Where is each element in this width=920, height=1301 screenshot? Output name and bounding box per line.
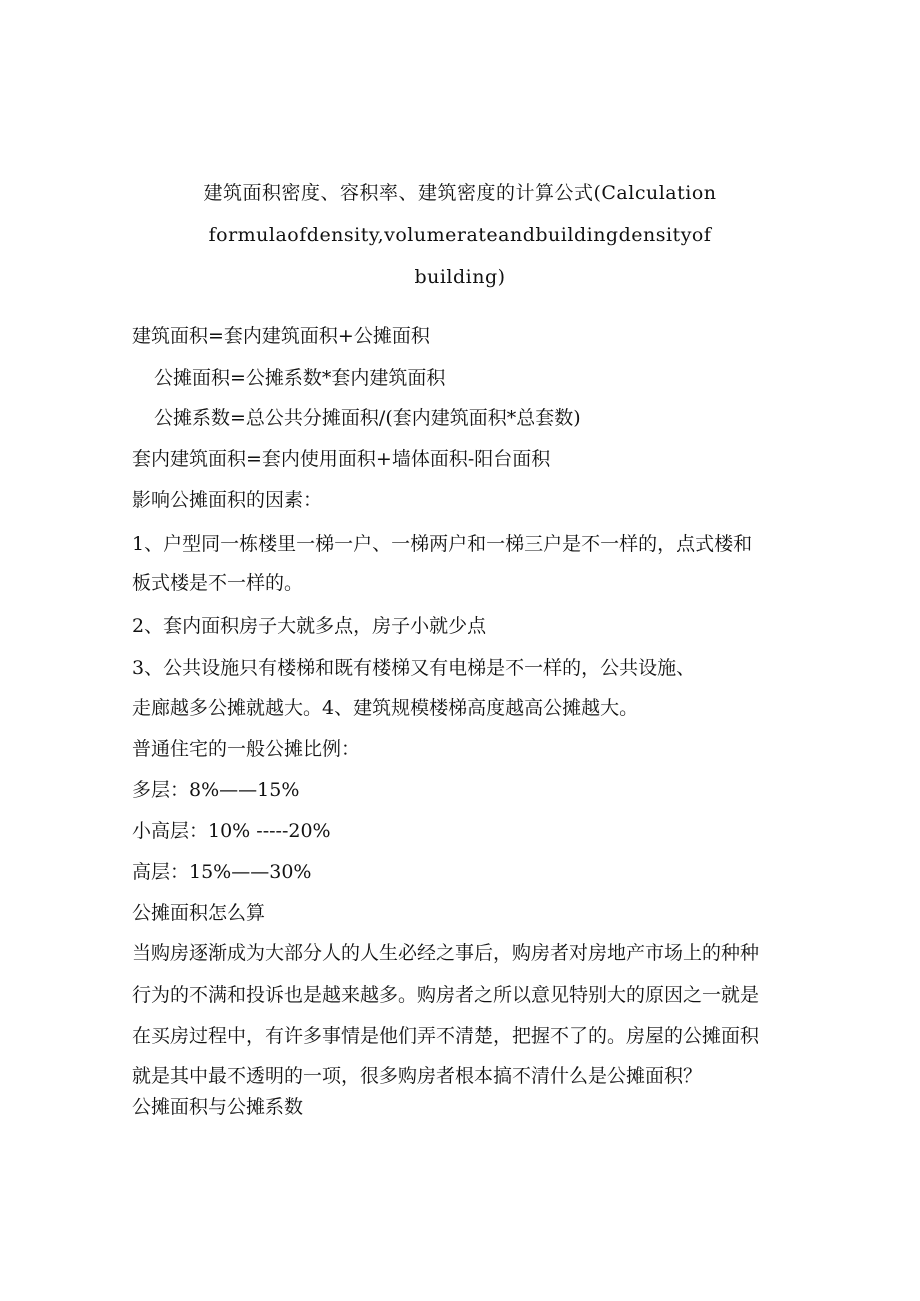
paragraph-line: 就是其中最不透明的一项，很多购房者根本搞不清什么是公摊面积？ <box>132 1065 703 1087</box>
paragraph-line: 高层：15%——30% <box>132 861 312 883</box>
paragraph-line: 公摊系数=总公共分摊面积/(套内建筑面积*总套数) <box>154 407 581 429</box>
document-title <box>130 172 790 298</box>
paragraph-line: 影响公摊面积的因素： <box>132 489 323 511</box>
paragraph-line: 当购房逐渐成为大部分人的人生必经之事后，购房者对房地产市场上的种种 <box>132 942 760 964</box>
title-line-3: building) <box>414 266 506 288</box>
paragraph-line: 小高层：10% -----20% <box>132 820 331 842</box>
title-line-2: formulaofdensity,volumerateandbuildingdensityof <box>208 224 712 246</box>
paragraph-line: 套内建筑面积=套内使用面积+墙体面积-阳台面积 <box>132 448 551 470</box>
paragraph-line: 普通住宅的一般公摊比例： <box>132 738 361 760</box>
paragraph-line: 公摊面积=公摊系数*套内建筑面积 <box>154 367 446 389</box>
paragraph-line: 3、公共设施只有楼梯和既有楼梯又有电梯是不一样的，公共设施、 <box>132 657 696 679</box>
paragraph-line: 公摊面积与公摊系数 <box>132 1096 304 1118</box>
paragraph-line: 建筑面积=套内建筑面积+公摊面积 <box>132 325 430 347</box>
paragraph-line: 多层：8%——15% <box>132 779 300 801</box>
paragraph-line: 公摊面积怎么算 <box>132 902 266 924</box>
paragraph-line: 板式楼是不一样的。 <box>132 572 304 594</box>
title-line-1: 建筑面积密度、容积率、建筑密度的计算公式(Calculation <box>203 182 717 204</box>
paragraph-line: 在买房过程中，有许多事情是他们弄不清楚，把握不了的。房屋的公摊面积 <box>132 1025 760 1047</box>
paragraph-line: 行为的不满和投诉也是越来越多。购房者之所以意见特别大的原因之一就是 <box>132 984 760 1006</box>
paragraph-line: 1、户型同一栋楼里一梯一户、一梯两户和一梯三户是不一样的，点式楼和 <box>132 533 753 555</box>
paragraph-line: 2、套内面积房子大就多点，房子小就少点 <box>132 615 487 637</box>
paragraph-line: 走廊越多公摊就越大。4、建筑规模楼梯高度越高公摊越大。 <box>132 697 639 719</box>
